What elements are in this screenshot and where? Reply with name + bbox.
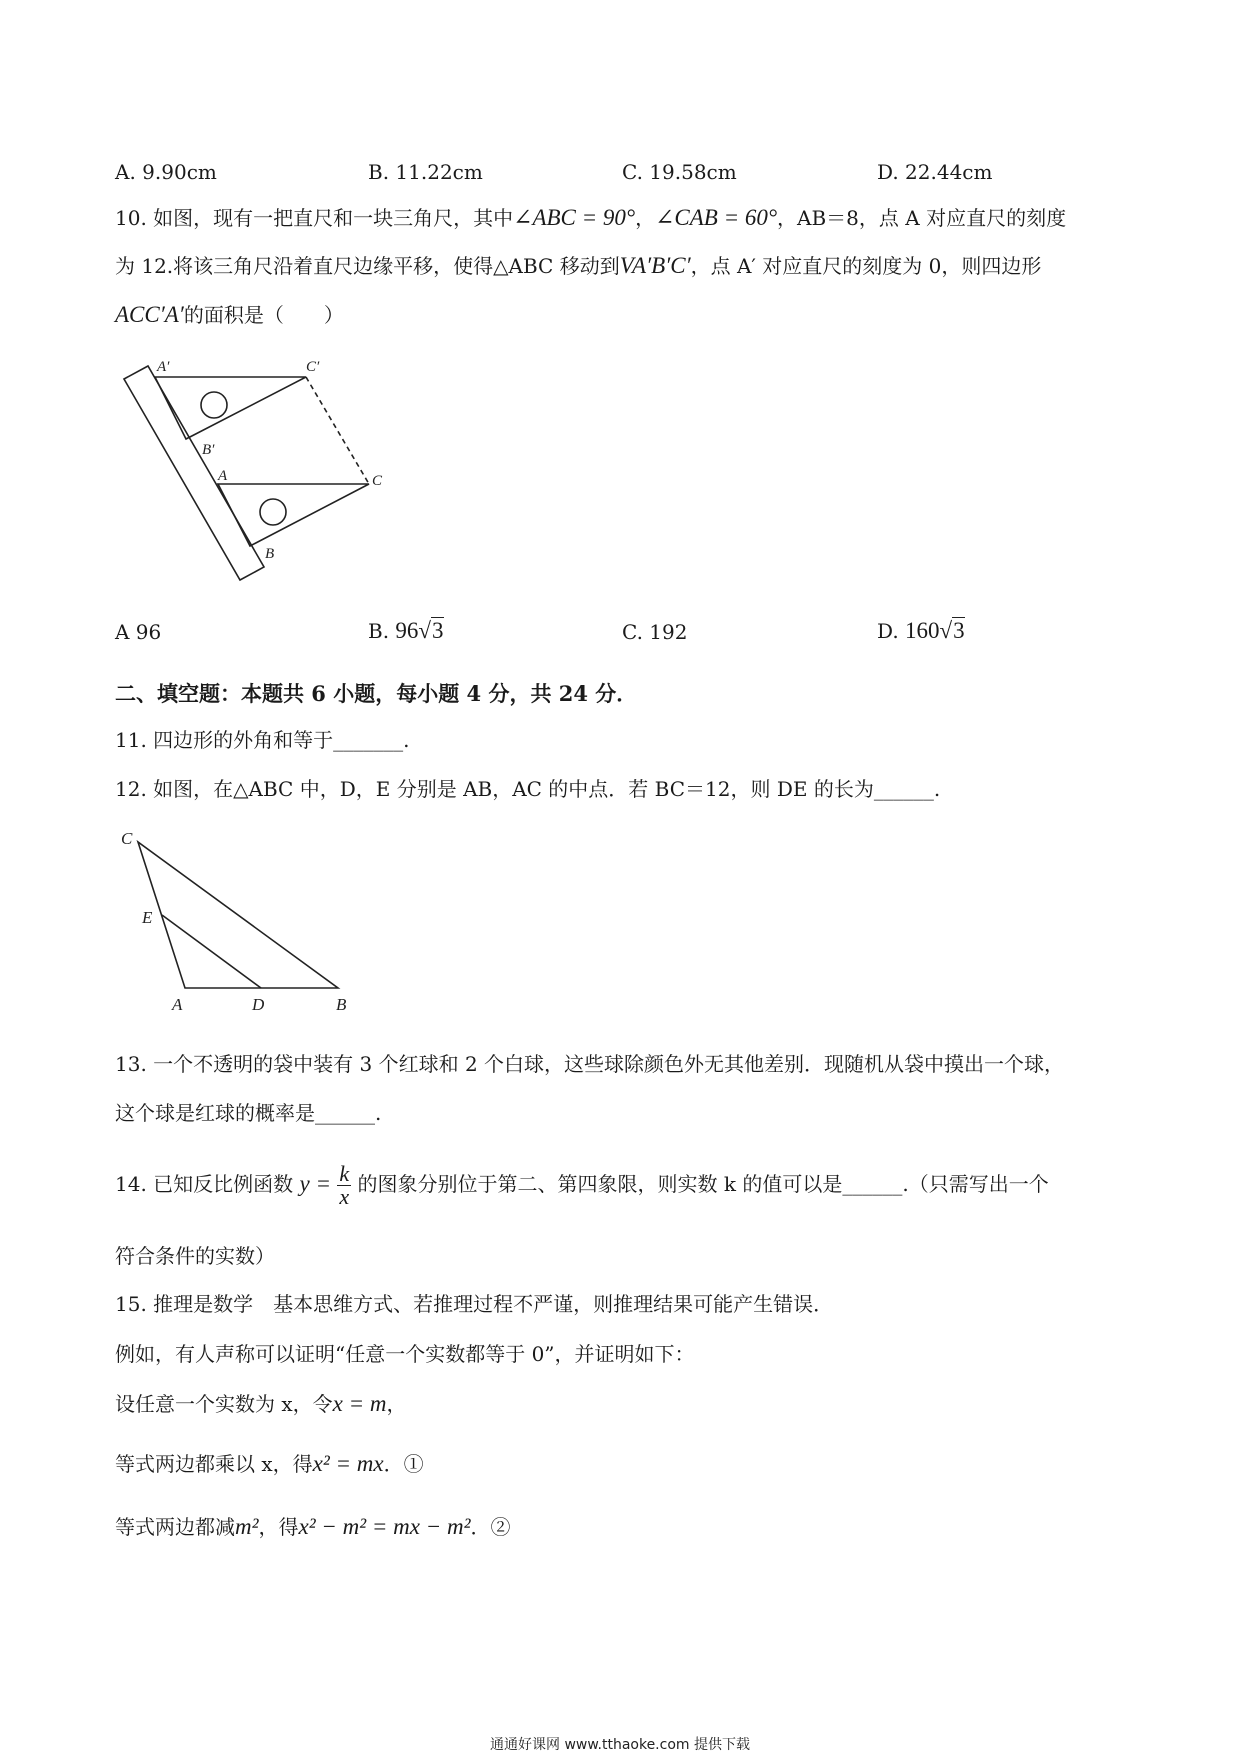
q9-option-c: C. 19.58cm — [622, 160, 737, 184]
triangle-prime-hole — [201, 392, 227, 418]
q10-option-d-coef: 160 — [905, 618, 940, 643]
q10-option-b-radicand: 3 — [432, 618, 444, 643]
label-d: D — [252, 995, 265, 1014]
q15-math-4: x² = mx — [312, 1451, 384, 1476]
section-2-heading: 二、填空题：本题共 6 小题，每小题 4 分，共 24 分． — [115, 681, 638, 706]
q15-text-5-mid: ，得 — [258, 1515, 299, 1539]
q14-line2: 符合条件的实数） — [115, 1244, 275, 1268]
q15-text-5-post: ．② — [470, 1515, 511, 1539]
q10-option-a: A 96 — [115, 620, 162, 644]
q10-option-d — [877, 618, 965, 644]
label-a-prime: A′ — [157, 359, 170, 375]
triangle-prime — [155, 377, 306, 439]
triangle-abc — [138, 842, 338, 988]
q10-angle-cab: ∠CAB = 60° — [655, 205, 778, 230]
q15-math-5: x² − m² = mx − m² — [298, 1514, 471, 1539]
q14-numerator: k — [339, 1161, 350, 1186]
q10-angle-abc: ∠ABC = 90° — [513, 205, 636, 230]
q9-option-b: B. 11.22cm — [368, 160, 483, 184]
q10-option-b-coef: 96 — [395, 618, 419, 643]
q11: 11. 四边形的外角和等于_______. — [115, 728, 410, 752]
q10-option-d-value: 160√3 — [905, 618, 965, 643]
q14-y-eq: y = — [299, 1171, 332, 1196]
q15-line4 — [115, 1450, 424, 1478]
q10-text-2-post: ，点 A′ 对应直尺的刻度为 0，则四边形 — [690, 254, 1042, 278]
q15-text-5: 等式两边都减 — [115, 1515, 235, 1539]
q10-text-mid: ，AB＝8，点 A 对应直尺的刻度 — [777, 206, 1067, 230]
q12-figure — [115, 828, 355, 1018]
q10-quadrilateral: ACC′A′ — [115, 302, 184, 327]
q15-line3 — [115, 1390, 406, 1418]
q14-line1 — [115, 1160, 1049, 1208]
q10-text-3: 的面积是（ ） — [183, 303, 344, 327]
label-a: A — [172, 995, 183, 1014]
label-c: C — [372, 473, 383, 489]
q10-line1 — [115, 204, 1066, 232]
q15-math-3: x = m — [332, 1391, 387, 1416]
ruler — [124, 366, 264, 580]
dashed-cc-prime — [306, 377, 369, 484]
q10-figure — [110, 355, 410, 595]
q12: 12. 如图，在△ABC 中，D，E 分别是 AB，AC 的中点．若 BC＝12，则 DE 的长为______. — [115, 777, 941, 801]
q10-option-b — [368, 618, 444, 644]
q10-option-d-label: D. — [877, 619, 899, 643]
triangle-hole — [260, 499, 286, 525]
label-c: C — [121, 829, 133, 848]
q14-text-post: 的图象分别位于第二、第四象限，则实数 k 的值可以是______.（只需写出一个 — [357, 1172, 1049, 1196]
label-c-prime: C′ — [306, 359, 320, 375]
q15-line2: 例如，有人声称可以证明“任意一个实数都等于 0”，并证明如下： — [115, 1342, 695, 1366]
q10-triangle-prime: VA′B′C′ — [619, 253, 691, 278]
q15-text-4-post: ．① — [383, 1452, 424, 1476]
q10-option-c: C. 192 — [622, 620, 688, 644]
q14-text: 14. 已知反比例函数 — [115, 1172, 294, 1196]
q15-text-3-post: ， — [386, 1392, 407, 1416]
q15-line5 — [115, 1513, 511, 1541]
q14-denominator: x — [339, 1184, 350, 1209]
label-a: A — [218, 468, 228, 484]
segment-de — [162, 915, 261, 988]
triangle — [218, 484, 369, 546]
q10-text-2: 为 12.将该三角尺沿着直尺边缘平移，使得△ABC 移动到 — [115, 254, 620, 278]
q10-line2 — [115, 252, 1041, 280]
q10-option-b-label: B. — [368, 619, 390, 643]
q9-option-d: D. 22.44cm — [877, 160, 993, 184]
label-b-prime: B′ — [202, 442, 215, 458]
q14-fraction — [337, 1163, 351, 1208]
q10-line3 — [115, 301, 344, 329]
q13-line1: 13. 一个不透明的袋中装有 3 个红球和 2 个白球，这些球除颜色外无其他差别．现随机从袋中摸出一个球， — [115, 1052, 1065, 1076]
q10-option-d-radicand: 3 — [953, 618, 965, 643]
label-b: B — [265, 546, 275, 562]
q15-line1: 15. 推理是数学 基本思维方式、若推理过程不严谨，则推理结果可能产生错误． — [115, 1292, 834, 1316]
label-b: B — [336, 995, 347, 1014]
q15-text-3: 设任意一个实数为 x，令 — [115, 1392, 333, 1416]
q10-option-b-value: 96√3 — [395, 618, 444, 643]
q15-text-4: 等式两边都乘以 x，得 — [115, 1452, 313, 1476]
q10-sep: ， — [635, 206, 656, 230]
q13-line2: 这个球是红球的概率是______. — [115, 1101, 382, 1125]
q15-math-m2: m² — [235, 1514, 259, 1539]
q9-option-a: A. 9.90cm — [115, 160, 217, 184]
footer-source: 通通好课网 www.tthaoke.com 提供下载 — [490, 1737, 750, 1753]
q10-text: 10. 如图，现有一把直尺和一块三角尺，其中 — [115, 206, 514, 230]
label-e: E — [142, 908, 153, 927]
